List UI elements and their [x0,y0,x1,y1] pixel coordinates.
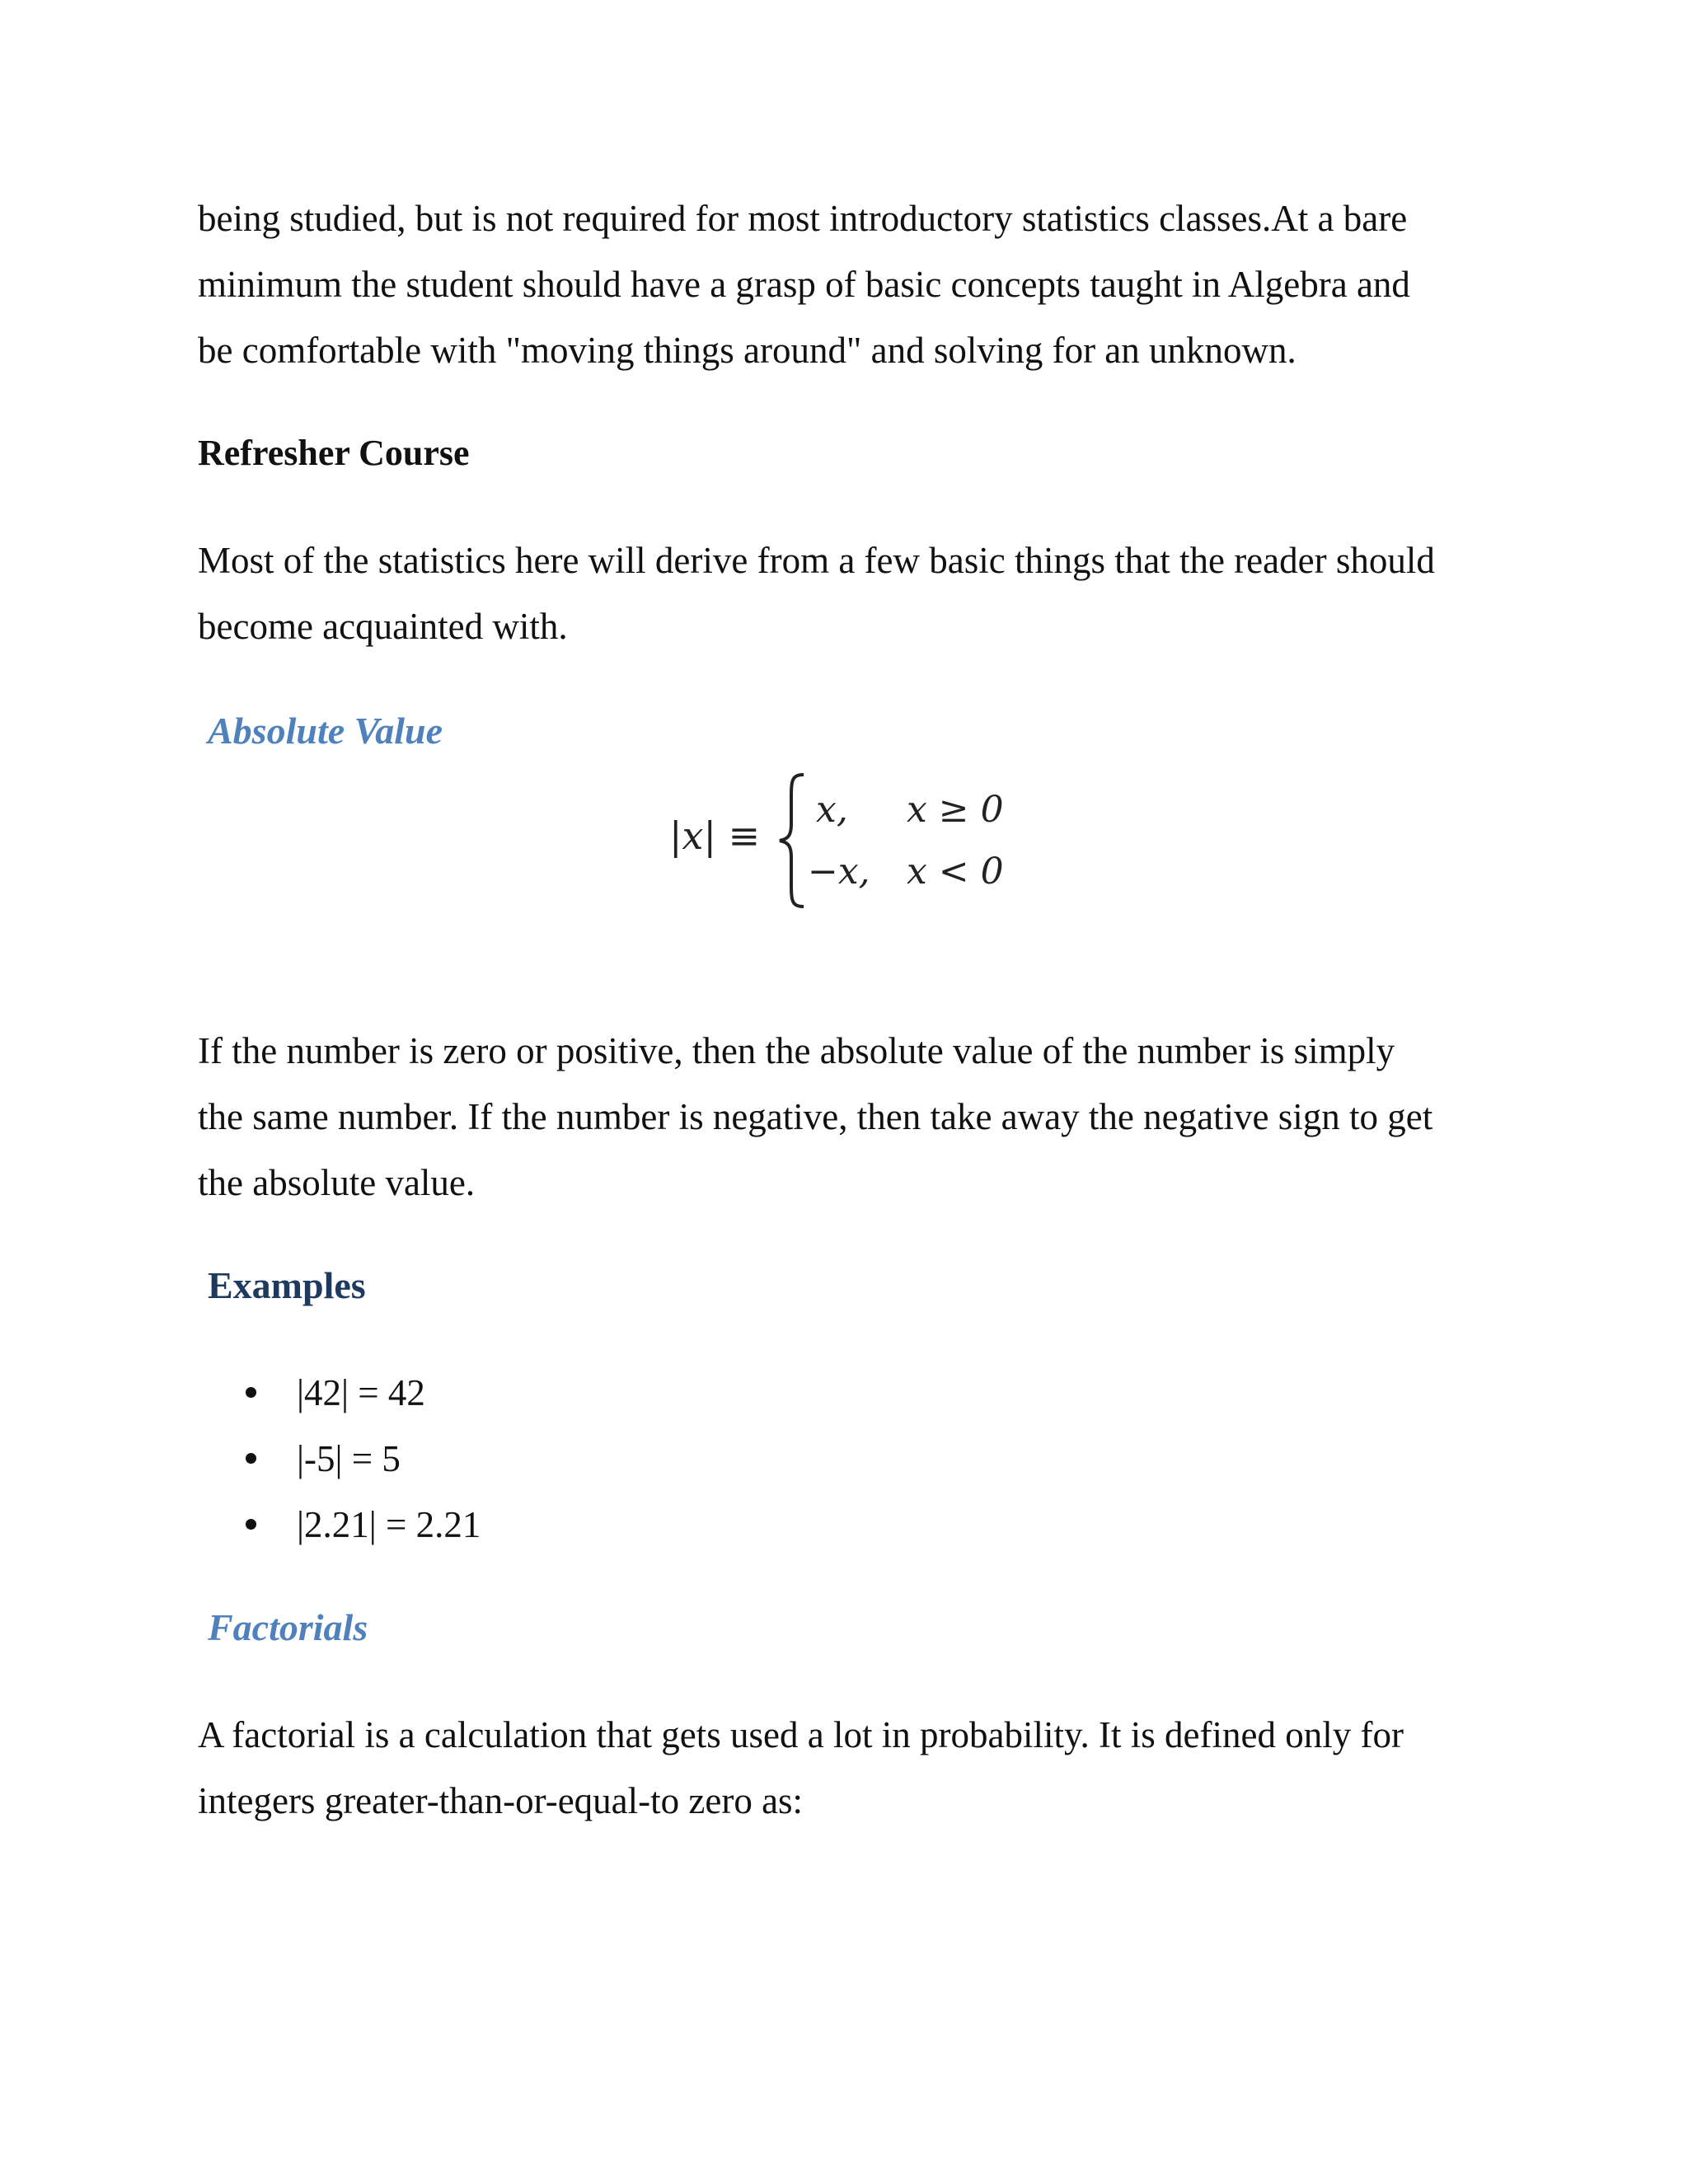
absolute-value-paragraph [198,1018,1533,1216]
refresher-heading: Refresher Course [198,433,470,473]
list-item [239,1426,481,1492]
refresher-paragraph [198,527,1533,659]
factorials-line: A factorial is a calculation that gets used a lot in probability. It is defined only for [198,1714,1404,1755]
formula-case1-condition: x ≥ 0 [907,789,1004,831]
refresher-line: Most of the statistics here will derive from a few basic things that the reader should [198,540,1435,581]
example-text: |42| = 42 [297,1372,425,1413]
bullet-icon [246,1519,256,1530]
example-text: |-5| = 5 [297,1438,401,1479]
example-text: |2.21| = 2.21 [297,1504,481,1545]
formula-case1-value: x, [816,789,848,831]
factorials-line: integers greater-than-or-equal-to zero as: [198,1780,804,1821]
intro-paragraph [198,185,1533,383]
examples-heading: Examples [208,1264,366,1306]
formula-brace [780,775,804,907]
list-item [239,1492,481,1558]
bullet-icon [246,1387,256,1398]
formula-lhs: |x| ≡ [669,813,761,858]
factorials-paragraph [198,1702,1533,1834]
intro-line: be comfortable with "moving things around" and solving for an unknown. [198,330,1296,371]
absolute-value-formula [659,766,1039,915]
intro-line: minimum the student should have a grasp of basic concepts taught in Algebra and [198,264,1410,305]
bullet-icon [246,1453,256,1464]
factorials-heading: Factorials [208,1606,368,1648]
refresher-line: become acquainted with. [198,606,568,647]
absolute-value-line: the absolute value. [198,1162,476,1203]
list-item [239,1360,481,1426]
formula-case2-value: −x, [808,851,870,893]
absolute-value-line: the same number. If the number is negative, then take away the negative sign to get [198,1096,1433,1137]
intro-line: being studied, but is not required for most introductory statistics classes.At a bare [198,198,1408,239]
formula-case2-condition: x < 0 [907,851,1004,893]
absolute-value-line: If the number is zero or positive, then the absolute value of the number is simply [198,1030,1395,1071]
absolute-value-heading: Absolute Value [208,710,443,752]
examples-list [239,1360,481,1558]
